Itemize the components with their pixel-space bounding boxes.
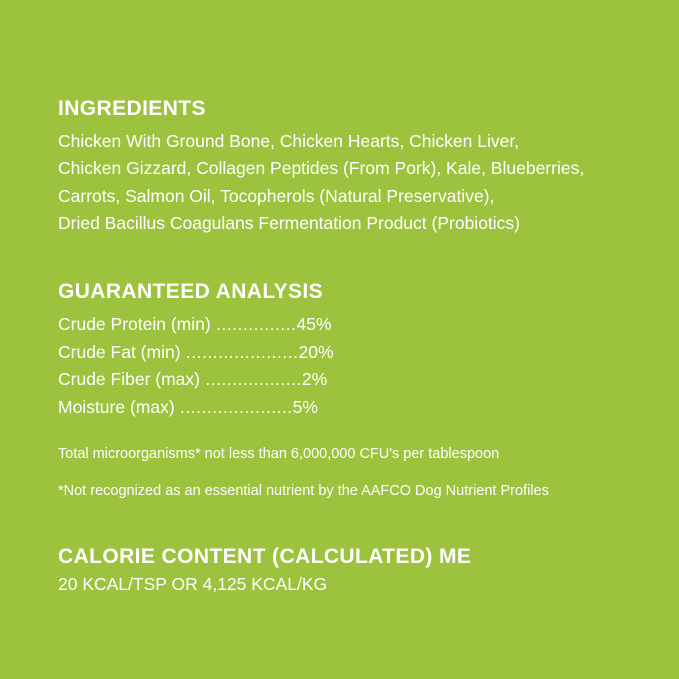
analysis-dots: ...............: [210, 314, 297, 334]
nutrition-label-panel: [58, 96, 644, 597]
aafco-note: *Not recognized as an essential nutrient by the AAFCO Dog Nutrient Profiles: [58, 483, 549, 500]
microorganisms-note: Total microorganisms* not less than 6,000,000 CFU's per tablespoon: [58, 445, 500, 462]
analysis-row: [58, 394, 644, 422]
analysis-row: [58, 366, 644, 394]
analysis-value: 2%: [301, 369, 328, 390]
analysis-value: 20%: [298, 341, 334, 362]
analysis-nutrient: Crude Protein (min): [58, 314, 211, 334]
analysis-nutrient: Crude Fiber (max): [58, 369, 200, 390]
ingredients-line: Chicken With Ground Bone, Chicken Hearts, Chicken Liver,: [58, 131, 520, 152]
ingredients-line: Dried Bacillus Coagulans Fermentation Product (Probiotics): [58, 212, 521, 233]
calorie-content-block: [58, 545, 644, 597]
analysis-value: 45%: [296, 314, 332, 334]
analysis-nutrient: Moisture (max): [58, 396, 175, 417]
analysis-row: [58, 339, 644, 367]
calorie-content-heading: CALORIE CONTENT (CALCULATED) ME: [58, 545, 472, 569]
calorie-content-value: 20 KCAL/TSP OR 4,125 KCAL/KG: [58, 574, 328, 595]
analysis-dots: .....................: [180, 341, 299, 362]
ingredients-heading: INGREDIENTS: [58, 97, 206, 120]
analysis-dots: .....................: [174, 396, 293, 417]
ingredients-line: Chicken Gizzard, Collagen Peptides (From Pork), Kale, Blueberries,: [58, 158, 585, 179]
spacer: [58, 237, 644, 279]
analysis-dots: ..................: [199, 369, 302, 390]
ingredients-body: [58, 128, 644, 237]
guaranteed-analysis-heading: GUARANTEED ANALYSIS: [58, 279, 324, 303]
analysis-value: 5%: [292, 396, 318, 417]
analysis-nutrient: Crude Fat (min): [58, 341, 181, 362]
guaranteed-analysis-list: [58, 311, 644, 422]
ingredients-line: Carrots, Salmon Oil, Tocopherols (Natural Preservative),: [58, 185, 495, 206]
analysis-row: [58, 311, 644, 339]
